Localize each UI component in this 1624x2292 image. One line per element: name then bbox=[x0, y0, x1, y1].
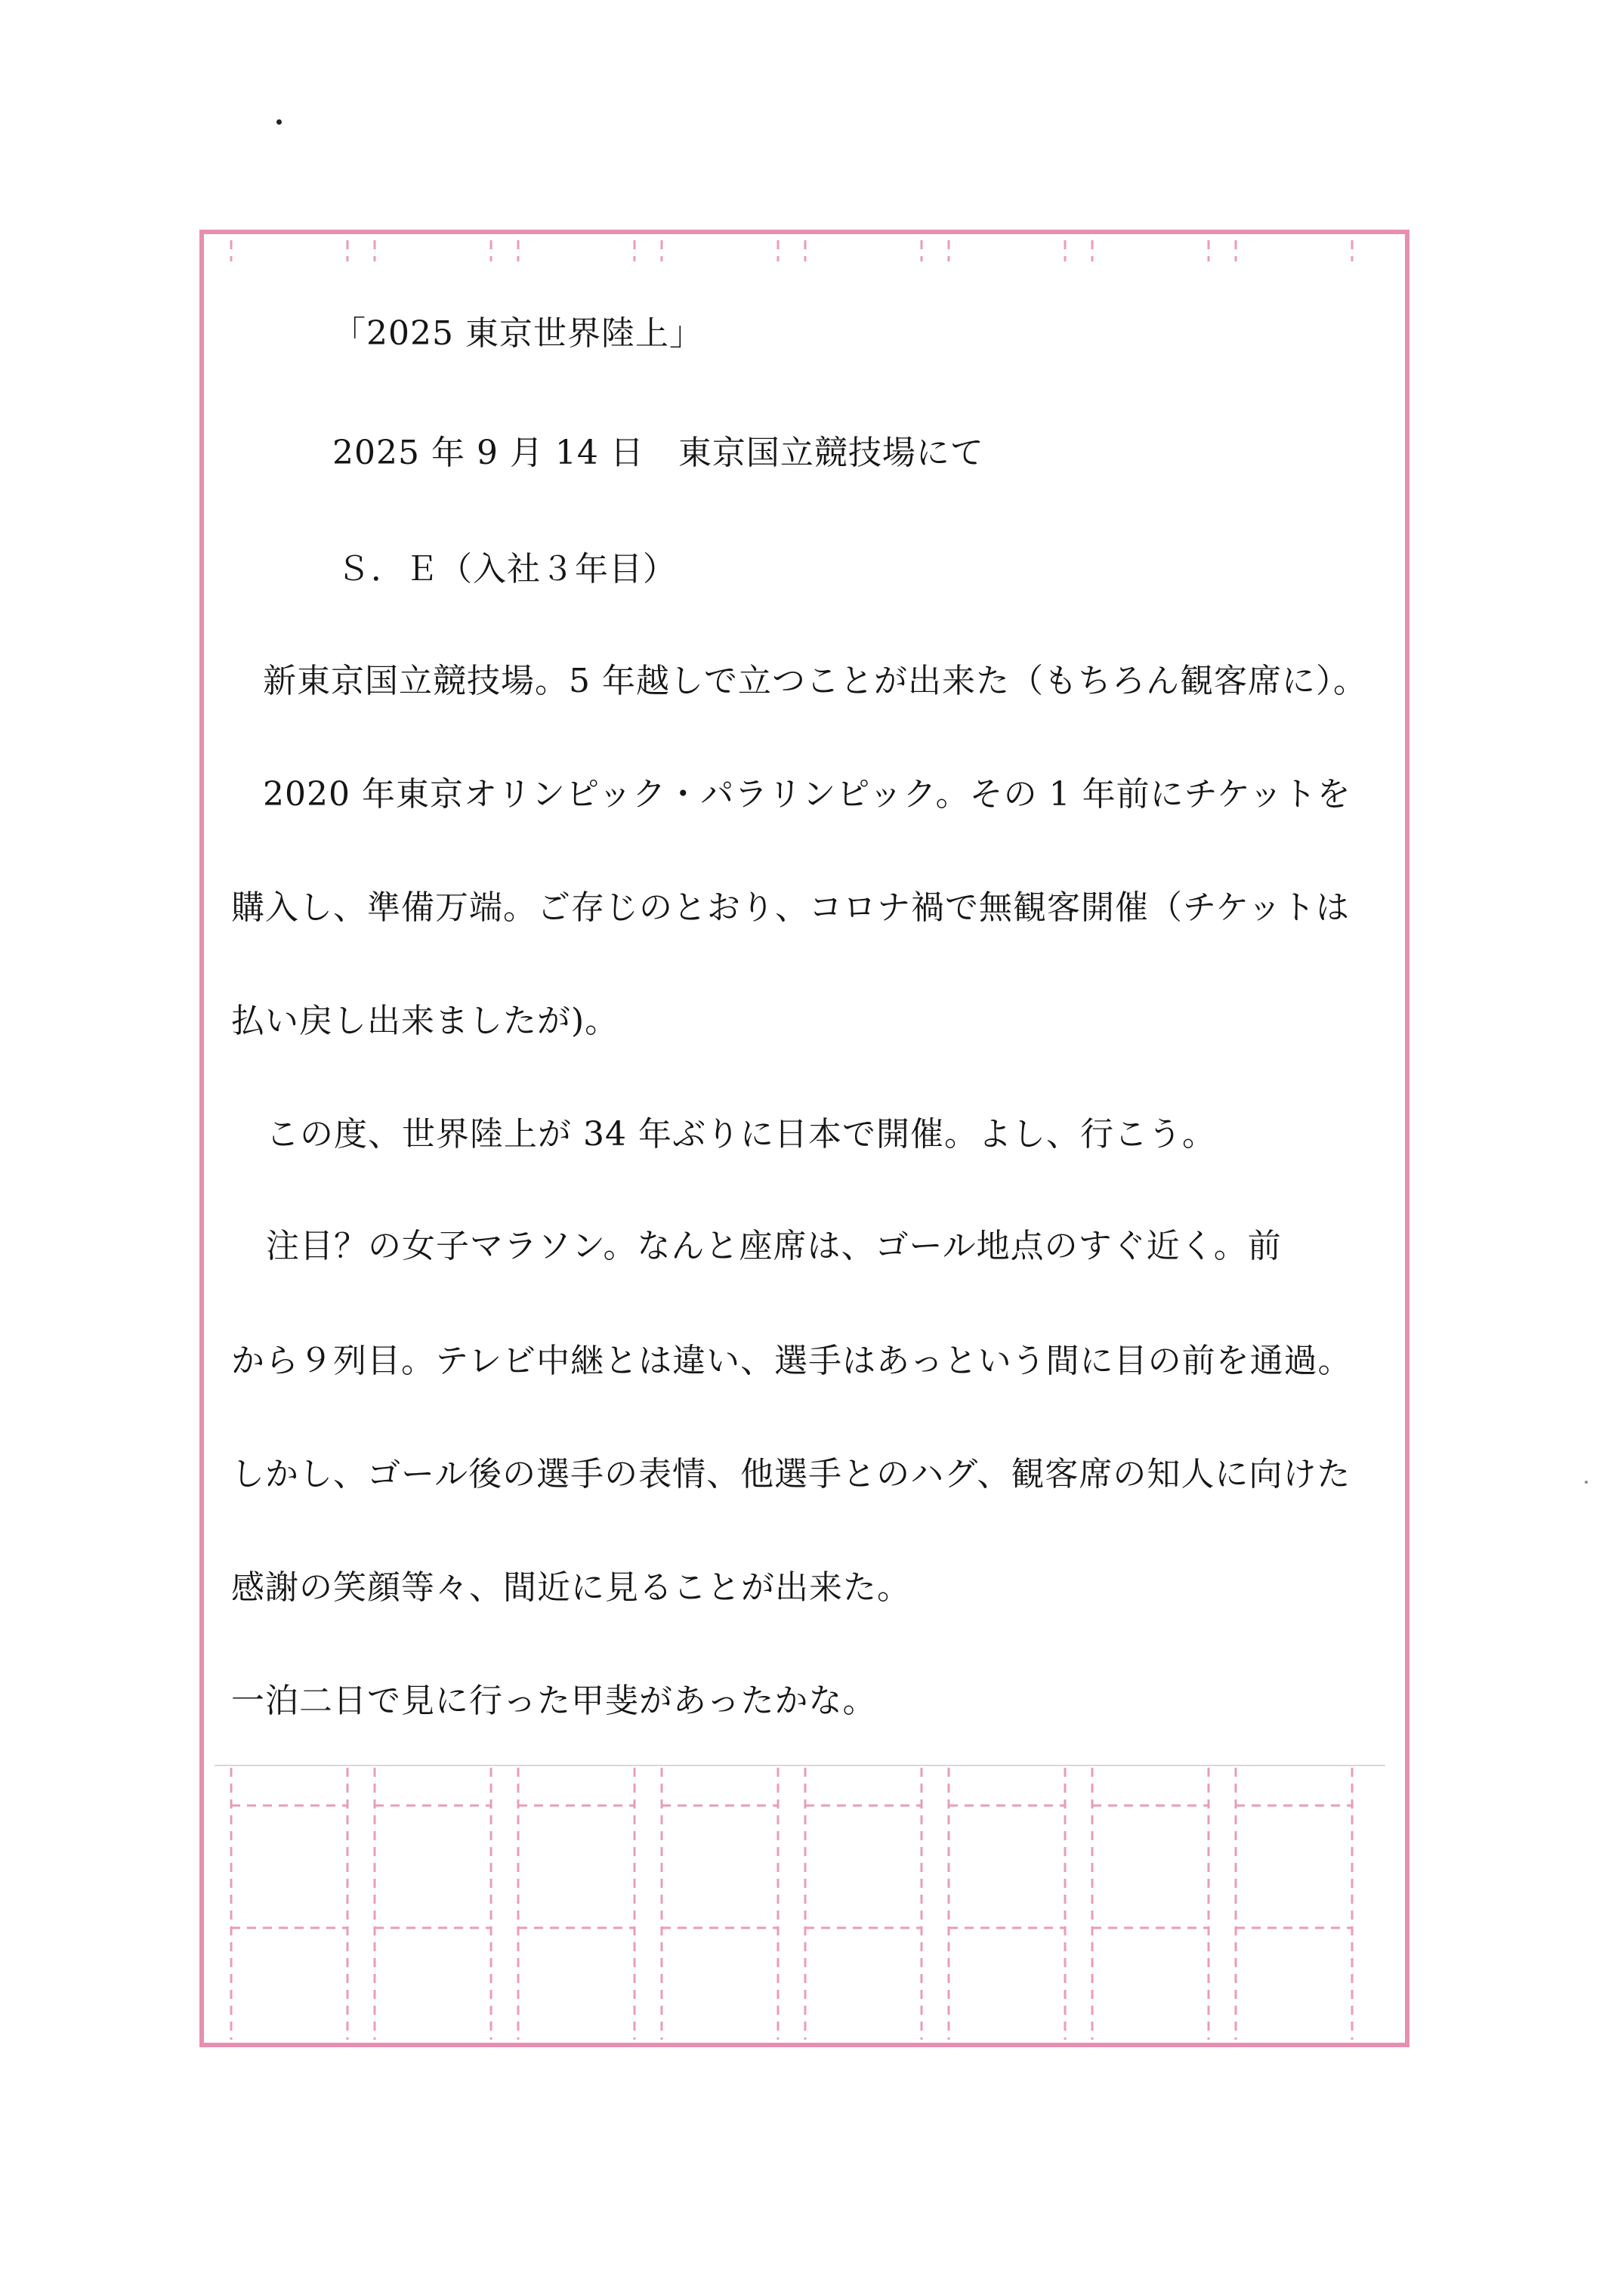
body-line: 新東京国立競技場。5 年越しで立つことが出来た（もちろん観客席に）。 bbox=[263, 662, 1367, 700]
body-line: 払い戻し出来ましたが)。 bbox=[231, 1002, 619, 1040]
body-line: 一泊二日で見に行った甲斐があったかな。 bbox=[231, 1682, 877, 1720]
body-line: から９列目。テレビ中継とは違い、選手はあっという間に目の前を通過。 bbox=[231, 1342, 1352, 1380]
body-line: しかし、ゴール後の選手の表情、他選手とのハグ、観客席の知人に向けた bbox=[231, 1455, 1351, 1494]
essay-title: 「2025 東京世界陸上」 bbox=[332, 314, 703, 353]
essay-author: Ｓ．Ｅ（入社３年目） bbox=[337, 550, 677, 588]
body-line: この度、世界陸上が 34 年ぶりに日本で開催。よし、行こう。 bbox=[266, 1115, 1216, 1154]
grid-bottom-cells bbox=[231, 1768, 1352, 2040]
grid-top-ticks bbox=[231, 240, 1352, 261]
body-line: 注目？の女子マラソン。なんと座席は、ゴール地点のすぐ近く。前 bbox=[266, 1227, 1282, 1265]
essay-dateline: 2025 年 9 月 14 日 東京国立競技場にて bbox=[332, 434, 984, 472]
body-line: 購入し、準備万端。ご存じのとおり、コロナ禍で無観客開催（チケットは bbox=[231, 888, 1351, 927]
body-line: 感謝の笑顔等々、間近に見ることが出来た。 bbox=[231, 1568, 911, 1607]
body-line: 2020 年東京オリンピック・パラリンピック。その 1 年前にチケットを bbox=[263, 775, 1351, 814]
